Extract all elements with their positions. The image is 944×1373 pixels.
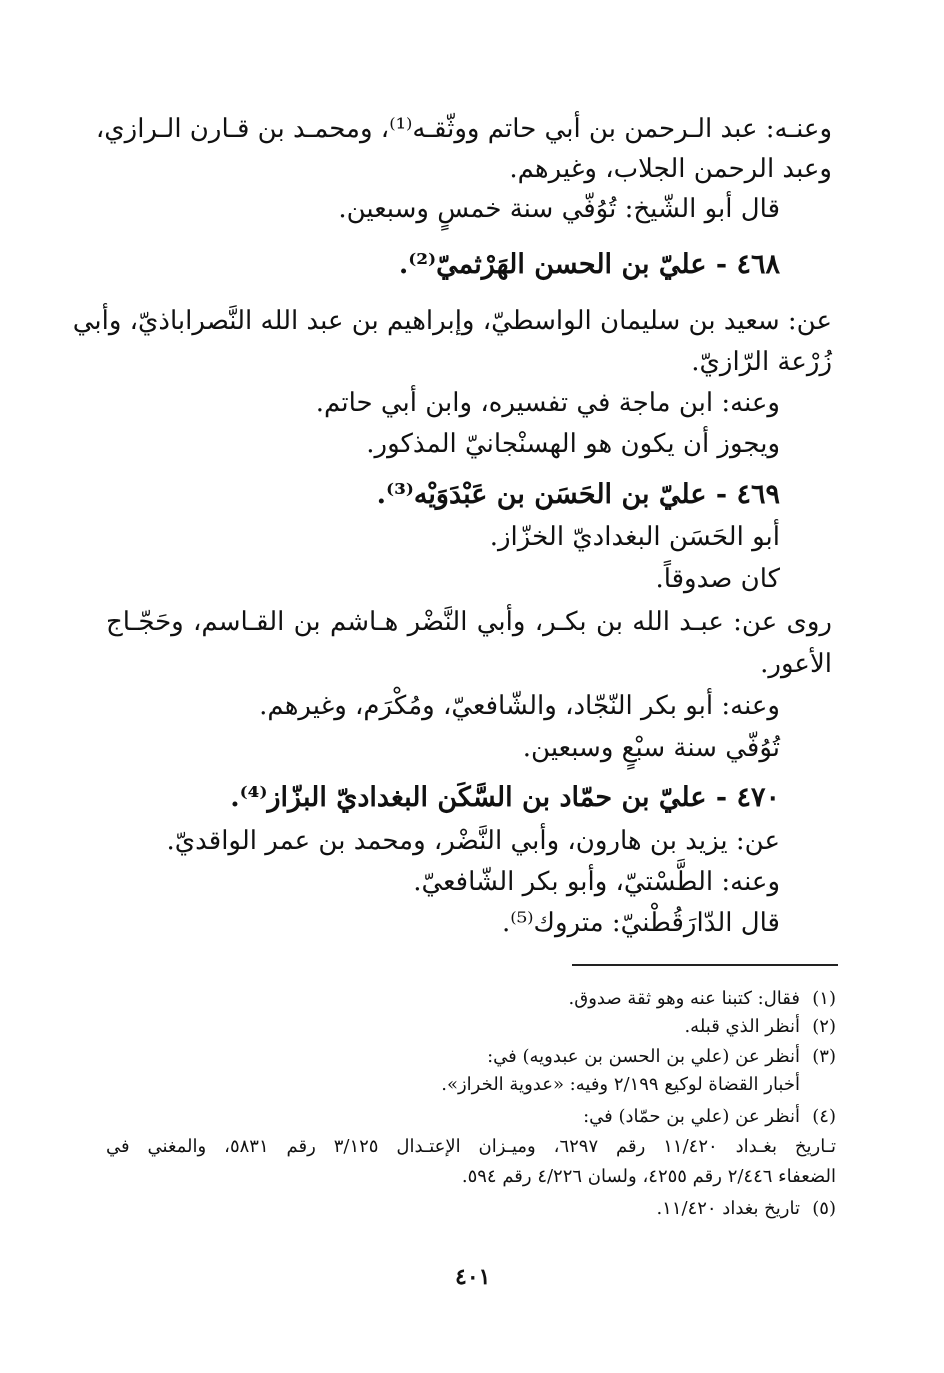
text-line: وعبد الرحمن الجلاب، وغيرهم. (509, 154, 832, 184)
footnote-text: تاريخ بغداد ١١/٤٢٠. (656, 1198, 800, 1219)
text-line: قال أبو الشّيخ: تُوُفّي سنة خمسٍ وسبعين. (338, 194, 780, 224)
footnote-number: (١) (812, 988, 836, 1009)
footnote-separator (572, 964, 838, 966)
text-line: ويجوز أن يكون هو الهسنْجانيّ المذكور. (366, 429, 780, 459)
text-line: تُوُفّي سنة سبْعٍ وسبعين. (522, 733, 780, 763)
entry-heading: ٤٦٩ - عليّ بن الحَسَن بن عَبْدَوَيْه⁽³⁾. (376, 479, 780, 510)
footnote-text: أنظر عن (علي بن الحسن بن عبدويه) في: (487, 1046, 800, 1067)
text-line: عن: يزيد بن هارون، وأبي النَّضْر، ومحمد بن عمر الواقديّ. (166, 826, 780, 856)
footnote-text: أخبار القضاة لوكيع ٢/١٩٩ وفيه: «عدوية الخراز». (441, 1074, 800, 1095)
footnote-text: أنظر عن (علي بن حمّاد) في: (583, 1106, 800, 1127)
text-line: وعنه: ابن ماجة في تفسيره، وابن أبي حاتم. (315, 388, 780, 418)
footnote-text: أنظر الذي قبله. (684, 1016, 800, 1037)
footnote-number: (٢) (812, 1016, 836, 1037)
footnote-number: (٣) (812, 1046, 836, 1067)
text-line: وعنـه: عبد الـرحمن بن أبي حاتم ووثّقـه⁽¹⁾، ومحمـد بن قـارن الـرازي، (95, 114, 832, 144)
text-line: كان صدوقاً. (655, 564, 780, 594)
text-line: الأعور. (760, 649, 832, 679)
footnote-number: (٥) (812, 1198, 836, 1219)
entry-heading: ٤٧٠ - عليّ بن حمّاد بن السَّكَن البغداديّ البزّاز⁽⁴⁾. (230, 782, 780, 813)
text-line: أبو الحَسَن البغداديّ الخزّاز. (489, 522, 780, 552)
footnote-text: تـاريخ بغـداد ١١/٤٢٠ رقم ٦٢٩٧، وميـزان الإعتـدال ٣/١٢٥ رقم ٥٨٣١، والمغني في (106, 1136, 837, 1157)
text-line: عن: سعيد بن سليمان الواسطيّ، وإبراهيم بن عبد الله النَّصراباذيّ، وأبي (72, 306, 832, 336)
footnote-text: فقال: كتبنا عنه وهو ثقة صدوق. (568, 988, 800, 1009)
entry-heading: ٤٦٨ - عليّ بن الحسن الهَرْثميّ⁽²⁾. (398, 249, 780, 280)
footnote-text: الضعفاء ٢/٤٤٦ رقم ٤٢٥٥، ولسان ٤/٢٢٦ رقم ٥٩٤. (461, 1166, 836, 1187)
text-line: زُرْعة الرّازيّ. (691, 347, 832, 377)
page-number: ٤٠١ (455, 1264, 491, 1290)
text-line: روى عن: عبـد الله بن بكـر، وأبي النَّضْر هـاشم بن القـاسم، وحَجّـاج (106, 607, 832, 637)
text-line: وعنه: أبو بكر النّجّاد، والشّافعيّ، ومُكْرَم، وغيرهم. (259, 691, 780, 721)
text-line: قال الدّارَقُطْنيّ: متروك⁽⁵⁾. (502, 908, 780, 938)
text-line: وعنه: الطَّسْتيّ، وأبو بكر الشّافعيّ. (413, 867, 780, 897)
footnote-number: (٤) (812, 1106, 836, 1127)
